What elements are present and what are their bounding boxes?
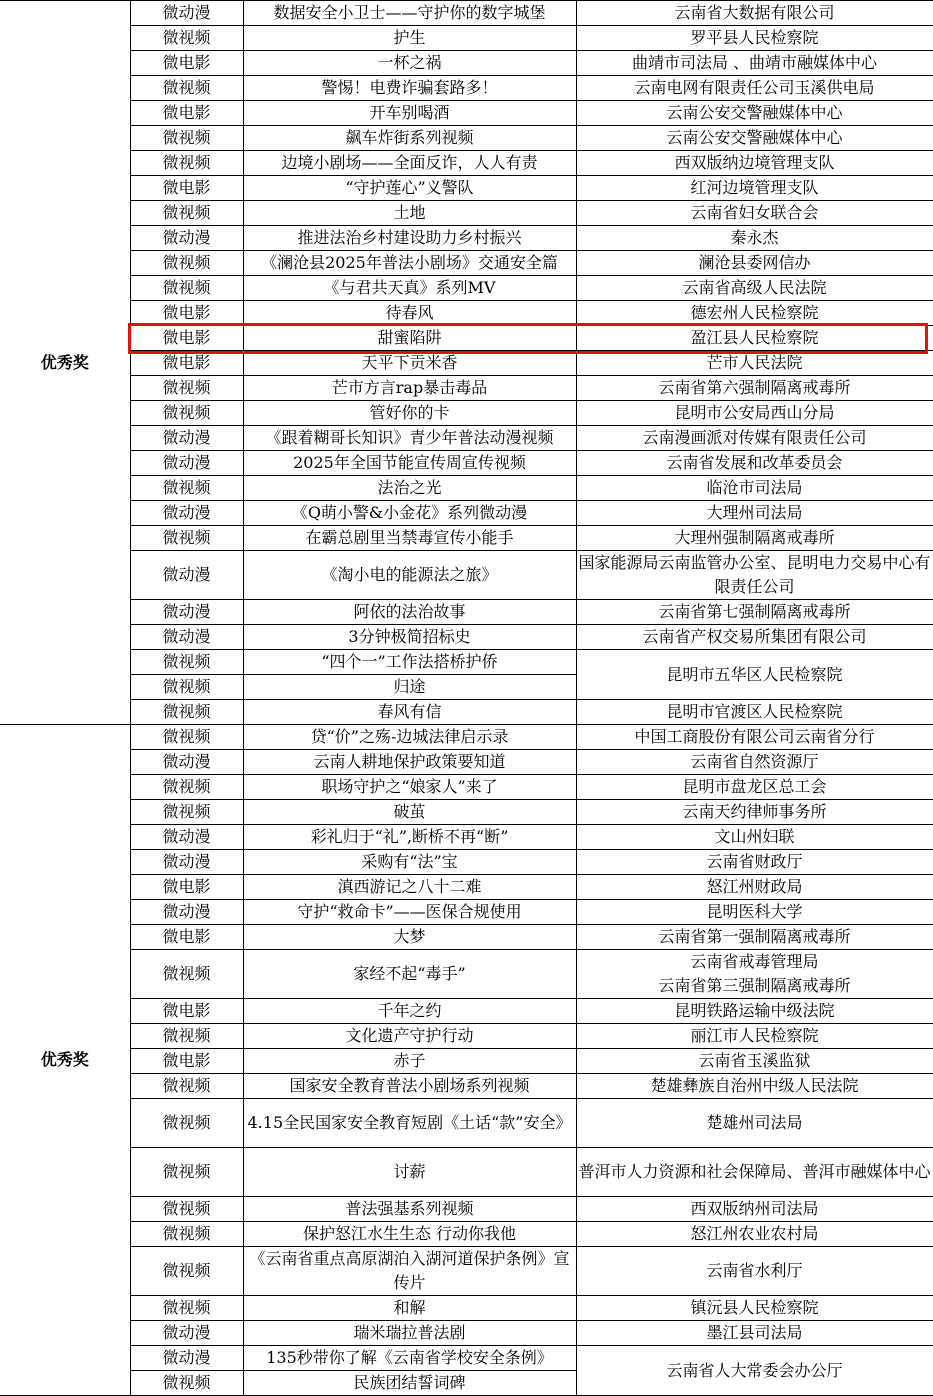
table-row — [0, 1024, 933, 1049]
work-type-cell: 微视频 — [130, 1148, 243, 1197]
table-row — [0, 226, 933, 251]
work-title-cell: 千年之约 — [243, 999, 576, 1024]
organization-cell: 云南省玉溪监狱 — [576, 1049, 933, 1074]
work-type-cell: 微动漫 — [130, 1, 243, 26]
organization-cell: 昆明市官渡区人民检察院 — [576, 700, 933, 725]
organization-cell: 楚雄彝族自治州中级人民法院 — [576, 1074, 933, 1099]
organization-cell: 墨江县司法局 — [576, 1321, 933, 1346]
work-title-cell: 破茧 — [243, 800, 576, 825]
organization-cell: 楚雄州司法局 — [576, 1099, 933, 1148]
organization-cell: 云南省第六强制隔离戒毒所 — [576, 376, 933, 401]
work-type-cell: 微动漫 — [130, 850, 243, 875]
table-row — [0, 476, 933, 501]
organization-cell: 镇沅县人民检察院 — [576, 1296, 933, 1321]
table-row — [0, 526, 933, 551]
work-title-cell: 彩礼归于“礼”,断桥不再“断” — [243, 825, 576, 850]
table-row — [0, 700, 933, 725]
table-row — [0, 825, 933, 850]
table-row — [0, 950, 933, 999]
work-title-cell: “守护莲心”义警队 — [243, 176, 576, 201]
organization-cell: 大理州司法局 — [576, 501, 933, 526]
table-row — [0, 301, 933, 326]
table-row — [0, 1296, 933, 1321]
work-title-cell: 普法强基系列视频 — [243, 1197, 576, 1222]
work-type-cell: 微电影 — [130, 351, 243, 376]
table-row — [0, 551, 933, 600]
work-title-cell: 和解 — [243, 1296, 576, 1321]
organization-cell: 昆明市盘龙区总工会 — [576, 775, 933, 800]
table-row — [0, 1321, 933, 1346]
work-title-cell: 《与君共天真》系列MV — [243, 276, 576, 301]
work-title-cell: 推进法治乡村建设助力乡村振兴 — [243, 226, 576, 251]
work-title-cell: 春风有信 — [243, 700, 576, 725]
work-type-cell: 微动漫 — [130, 625, 243, 650]
work-title-cell: 《澜沧县2025年普法小剧场》交通安全篇 — [243, 251, 576, 276]
work-title-cell: 《淘小电的能源法之旅》 — [243, 551, 576, 600]
organization-cell: 临沧市司法局 — [576, 476, 933, 501]
organization-cell: 丽江市人民检察院 — [576, 1024, 933, 1049]
work-title-cell: 甜蜜陷阱 — [243, 326, 576, 351]
table-row — [0, 1346, 933, 1371]
organization-cell: 云南公安交警融媒体中心 — [576, 126, 933, 151]
work-title-cell: 边境小剧场——全面反诈，人人有责 — [243, 151, 576, 176]
table-row — [0, 900, 933, 925]
organization-cell: 云南省大数据有限公司 — [576, 1, 933, 26]
work-type-cell: 微视频 — [130, 476, 243, 501]
table-row — [0, 1222, 933, 1247]
table-row — [0, 750, 933, 775]
organization-cell: 文山州妇联 — [576, 825, 933, 850]
work-type-cell: 微视频 — [130, 1024, 243, 1049]
work-type-cell: 微视频 — [130, 1296, 243, 1321]
work-type-cell: 微电影 — [130, 999, 243, 1024]
table-row — [0, 875, 933, 900]
table-row — [0, 999, 933, 1024]
organization-cell: 云南天约律师事务所 — [576, 800, 933, 825]
work-title-cell: 管好你的卡 — [243, 401, 576, 426]
work-title-cell: 瑞米瑞拉普法剧 — [243, 1321, 576, 1346]
work-title-cell: 归途 — [243, 675, 576, 700]
organization-cell: 德宏州人民检察院 — [576, 301, 933, 326]
organization-cell: 云南电网有限责任公司玉溪供电局 — [576, 76, 933, 101]
work-type-cell: 微视频 — [130, 1197, 243, 1222]
table-row — [0, 800, 933, 825]
organization-cell: 云南省高级人民法院 — [576, 276, 933, 301]
work-type-cell: 微动漫 — [130, 900, 243, 925]
organization-cell: 罗平县人民检察院 — [576, 26, 933, 51]
work-type-cell: 微视频 — [130, 1222, 243, 1247]
table-row — [0, 600, 933, 625]
work-title-cell: 讨薪 — [243, 1148, 576, 1197]
table-row — [0, 401, 933, 426]
work-type-cell: 微动漫 — [130, 226, 243, 251]
organization-cell: 云南省第七强制隔离戒毒所 — [576, 600, 933, 625]
work-type-cell: 微视频 — [130, 126, 243, 151]
work-type-cell: 微视频 — [130, 1074, 243, 1099]
work-type-cell: 微视频 — [130, 401, 243, 426]
table-row — [0, 126, 933, 151]
table-row — [0, 650, 933, 675]
organization-cell: 云南省产权交易所集团有限公司 — [576, 625, 933, 650]
table-row — [0, 1148, 933, 1197]
organization-cell: 怒江州农业农村局 — [576, 1222, 933, 1247]
work-title-cell: 守护“救命卡”——医保合规使用 — [243, 900, 576, 925]
work-type-cell: 微视频 — [130, 725, 243, 750]
work-title-cell: 待春风 — [243, 301, 576, 326]
table-row — [0, 725, 933, 750]
work-type-cell: 微动漫 — [130, 600, 243, 625]
work-title-cell: 护生 — [243, 26, 576, 51]
work-type-cell: 微电影 — [130, 101, 243, 126]
work-title-cell: 民族团结誓词碑 — [243, 1371, 576, 1396]
work-type-cell: 微视频 — [130, 76, 243, 101]
organization-cell: 秦永杰 — [576, 226, 933, 251]
work-type-cell: 微视频 — [130, 251, 243, 276]
organization-cell: 云南漫画派对传媒有限责任公司 — [576, 426, 933, 451]
work-title-cell: 芒市方言rap暴击毒品 — [243, 376, 576, 401]
table-row — [0, 625, 933, 650]
table-row — [0, 1247, 933, 1296]
organization-cell: 盈江县人民检察院 — [576, 326, 933, 351]
organization-cell: 云南公安交警融媒体中心 — [576, 101, 933, 126]
table-row — [0, 176, 933, 201]
work-type-cell: 微视频 — [130, 151, 243, 176]
organization-cell: 西双版纳边境管理支队 — [576, 151, 933, 176]
work-type-cell: 微视频 — [130, 1371, 243, 1396]
table-row — [0, 351, 933, 376]
work-type-cell: 微视频 — [130, 800, 243, 825]
work-title-cell: 保护怒江水生生态 行动你我他 — [243, 1222, 576, 1247]
work-title-cell: 《Q萌小警&小金花》系列微动漫 — [243, 501, 576, 526]
organization-cell: 西双版纳州司法局 — [576, 1197, 933, 1222]
organization-cell: 国家能源局云南监管办公室、昆明电力交易中心有限责任公司 — [576, 551, 933, 600]
work-title-cell: 赤子 — [243, 1049, 576, 1074]
work-type-cell: 微动漫 — [130, 1321, 243, 1346]
table-row — [0, 501, 933, 526]
work-title-cell: 云南人耕地保护政策要知道 — [243, 750, 576, 775]
work-type-cell: 微动漫 — [130, 501, 243, 526]
organization-cell: 云南省人大常委会办公厅 — [576, 1346, 933, 1396]
work-title-cell: 135秒带你了解《云南省学校安全条例》 — [243, 1346, 576, 1371]
organization-cell: 云南省水利厅 — [576, 1247, 933, 1296]
work-type-cell: 微视频 — [130, 1099, 243, 1148]
work-type-cell: 微动漫 — [130, 1346, 243, 1371]
work-title-cell: 警惕！电费诈骗套路多！ — [243, 76, 576, 101]
award-level-cell: 优秀奖 — [0, 725, 130, 1396]
work-title-cell: 家经不起“毒手” — [243, 950, 576, 999]
work-type-cell: 微电影 — [130, 875, 243, 900]
work-type-cell: 微动漫 — [130, 551, 243, 600]
work-title-cell: 阿依的法治故事 — [243, 600, 576, 625]
work-type-cell: 微视频 — [130, 526, 243, 551]
work-title-cell: 大梦 — [243, 925, 576, 950]
work-type-cell: 微动漫 — [130, 451, 243, 476]
table-row — [0, 925, 933, 950]
table-row — [0, 101, 933, 126]
work-title-cell: 土地 — [243, 201, 576, 226]
organization-cell: 云南省发展和改革委员会 — [576, 451, 933, 476]
work-title-cell: “四个一”工作法搭桥护侨 — [243, 650, 576, 675]
work-type-cell: 微视频 — [130, 950, 243, 999]
work-type-cell: 微电影 — [130, 1049, 243, 1074]
work-type-cell: 微视频 — [130, 276, 243, 301]
organization-cell: 云南省财政厅 — [576, 850, 933, 875]
work-type-cell: 微电影 — [130, 326, 243, 351]
work-type-cell: 微电影 — [130, 301, 243, 326]
organization-cell: 红河边境管理支队 — [576, 176, 933, 201]
table-row — [0, 376, 933, 401]
work-title-cell: 文化遗产守护行动 — [243, 1024, 576, 1049]
organization-cell: 昆明铁路运输中级法院 — [576, 999, 933, 1024]
work-type-cell: 微视频 — [130, 775, 243, 800]
table-row — [0, 1197, 933, 1222]
table-row — [0, 775, 933, 800]
table-row — [0, 1074, 933, 1099]
table-row — [0, 76, 933, 101]
work-type-cell: 微视频 — [130, 376, 243, 401]
table-row — [0, 201, 933, 226]
work-type-cell: 微视频 — [130, 675, 243, 700]
work-title-cell: 开车别喝酒 — [243, 101, 576, 126]
work-title-cell: 《云南省重点高原湖泊入湖河道保护条例》宣传片 — [243, 1247, 576, 1296]
table-row — [0, 151, 933, 176]
organization-cell: 普洱市人力资源和社会保障局、普洱市融媒体中心 — [576, 1148, 933, 1197]
table-row — [0, 1099, 933, 1148]
table-row — [0, 1049, 933, 1074]
table-row — [0, 850, 933, 875]
work-type-cell: 微动漫 — [130, 426, 243, 451]
organization-cell: 中国工商股份有限公司云南省分行 — [576, 725, 933, 750]
work-title-cell: 飙车炸街系列视频 — [243, 126, 576, 151]
work-title-cell: 2025年全国节能宣传周宣传视频 — [243, 451, 576, 476]
work-title-cell: 一杯之祸 — [243, 51, 576, 76]
organization-cell: 怒江州财政局 — [576, 875, 933, 900]
organization-cell: 云南省妇女联合会 — [576, 201, 933, 226]
work-title-cell: 3分钟极简招标史 — [243, 625, 576, 650]
organization-cell: 澜沧县委网信办 — [576, 251, 933, 276]
work-type-cell: 微视频 — [130, 650, 243, 675]
organization-cell: 曲靖市司法局 、曲靖市融媒体中心 — [576, 51, 933, 76]
work-title-cell: 在霸总剧里当禁毒宣传小能手 — [243, 526, 576, 551]
work-title-cell: 天平下贡米香 — [243, 351, 576, 376]
work-title-cell: 贷“价”之殇-边城法律启示录 — [243, 725, 576, 750]
work-title-cell: 滇西游记之八十二难 — [243, 875, 576, 900]
work-type-cell: 微电影 — [130, 176, 243, 201]
work-type-cell: 微动漫 — [130, 750, 243, 775]
work-title-cell: 法治之光 — [243, 476, 576, 501]
work-type-cell: 微视频 — [130, 201, 243, 226]
organization-cell: 昆明医科大学 — [576, 900, 933, 925]
table-row — [0, 426, 933, 451]
work-title-cell: 数据安全小卫士——守护你的数字城堡 — [243, 1, 576, 26]
work-title-cell: 采购有“法”宝 — [243, 850, 576, 875]
table-row — [0, 276, 933, 301]
work-title-cell: 职场守护之“娘家人”来了 — [243, 775, 576, 800]
organization-cell: 云南省自然资源厅 — [576, 750, 933, 775]
work-title-cell: 4.15全民国家安全教育短剧《土话“款”安全》 — [243, 1099, 576, 1148]
organization-cell: 昆明市公安局西山分局 — [576, 401, 933, 426]
award-level-cell: 优秀奖 — [0, 1, 130, 725]
work-type-cell: 微视频 — [130, 700, 243, 725]
organization-cell: 芒市人民法院 — [576, 351, 933, 376]
table-row — [0, 251, 933, 276]
table-row — [0, 51, 933, 76]
work-type-cell: 微视频 — [130, 26, 243, 51]
work-type-cell: 微电影 — [130, 51, 243, 76]
table-row — [0, 1, 933, 26]
organization-cell: 云南省第一强制隔离戒毒所 — [576, 925, 933, 950]
work-title-cell: 国家安全教育普法小剧场系列视频 — [243, 1074, 576, 1099]
organization-cell: 大理州强制隔离戒毒所 — [576, 526, 933, 551]
table-row — [0, 26, 933, 51]
work-type-cell: 微动漫 — [130, 825, 243, 850]
table-row — [0, 451, 933, 476]
organization-cell: 云南省戒毒管理局 云南省第三强制隔离戒毒所 — [576, 950, 933, 999]
work-type-cell: 微电影 — [130, 925, 243, 950]
table-row — [0, 326, 933, 351]
organization-cell: 昆明市五华区人民检察院 — [576, 650, 933, 700]
awards-table-body — [0, 1, 933, 1396]
work-title-cell: 《跟着糊哥长知识》青少年普法动漫视频 — [243, 426, 576, 451]
work-type-cell: 微视频 — [130, 1247, 243, 1296]
